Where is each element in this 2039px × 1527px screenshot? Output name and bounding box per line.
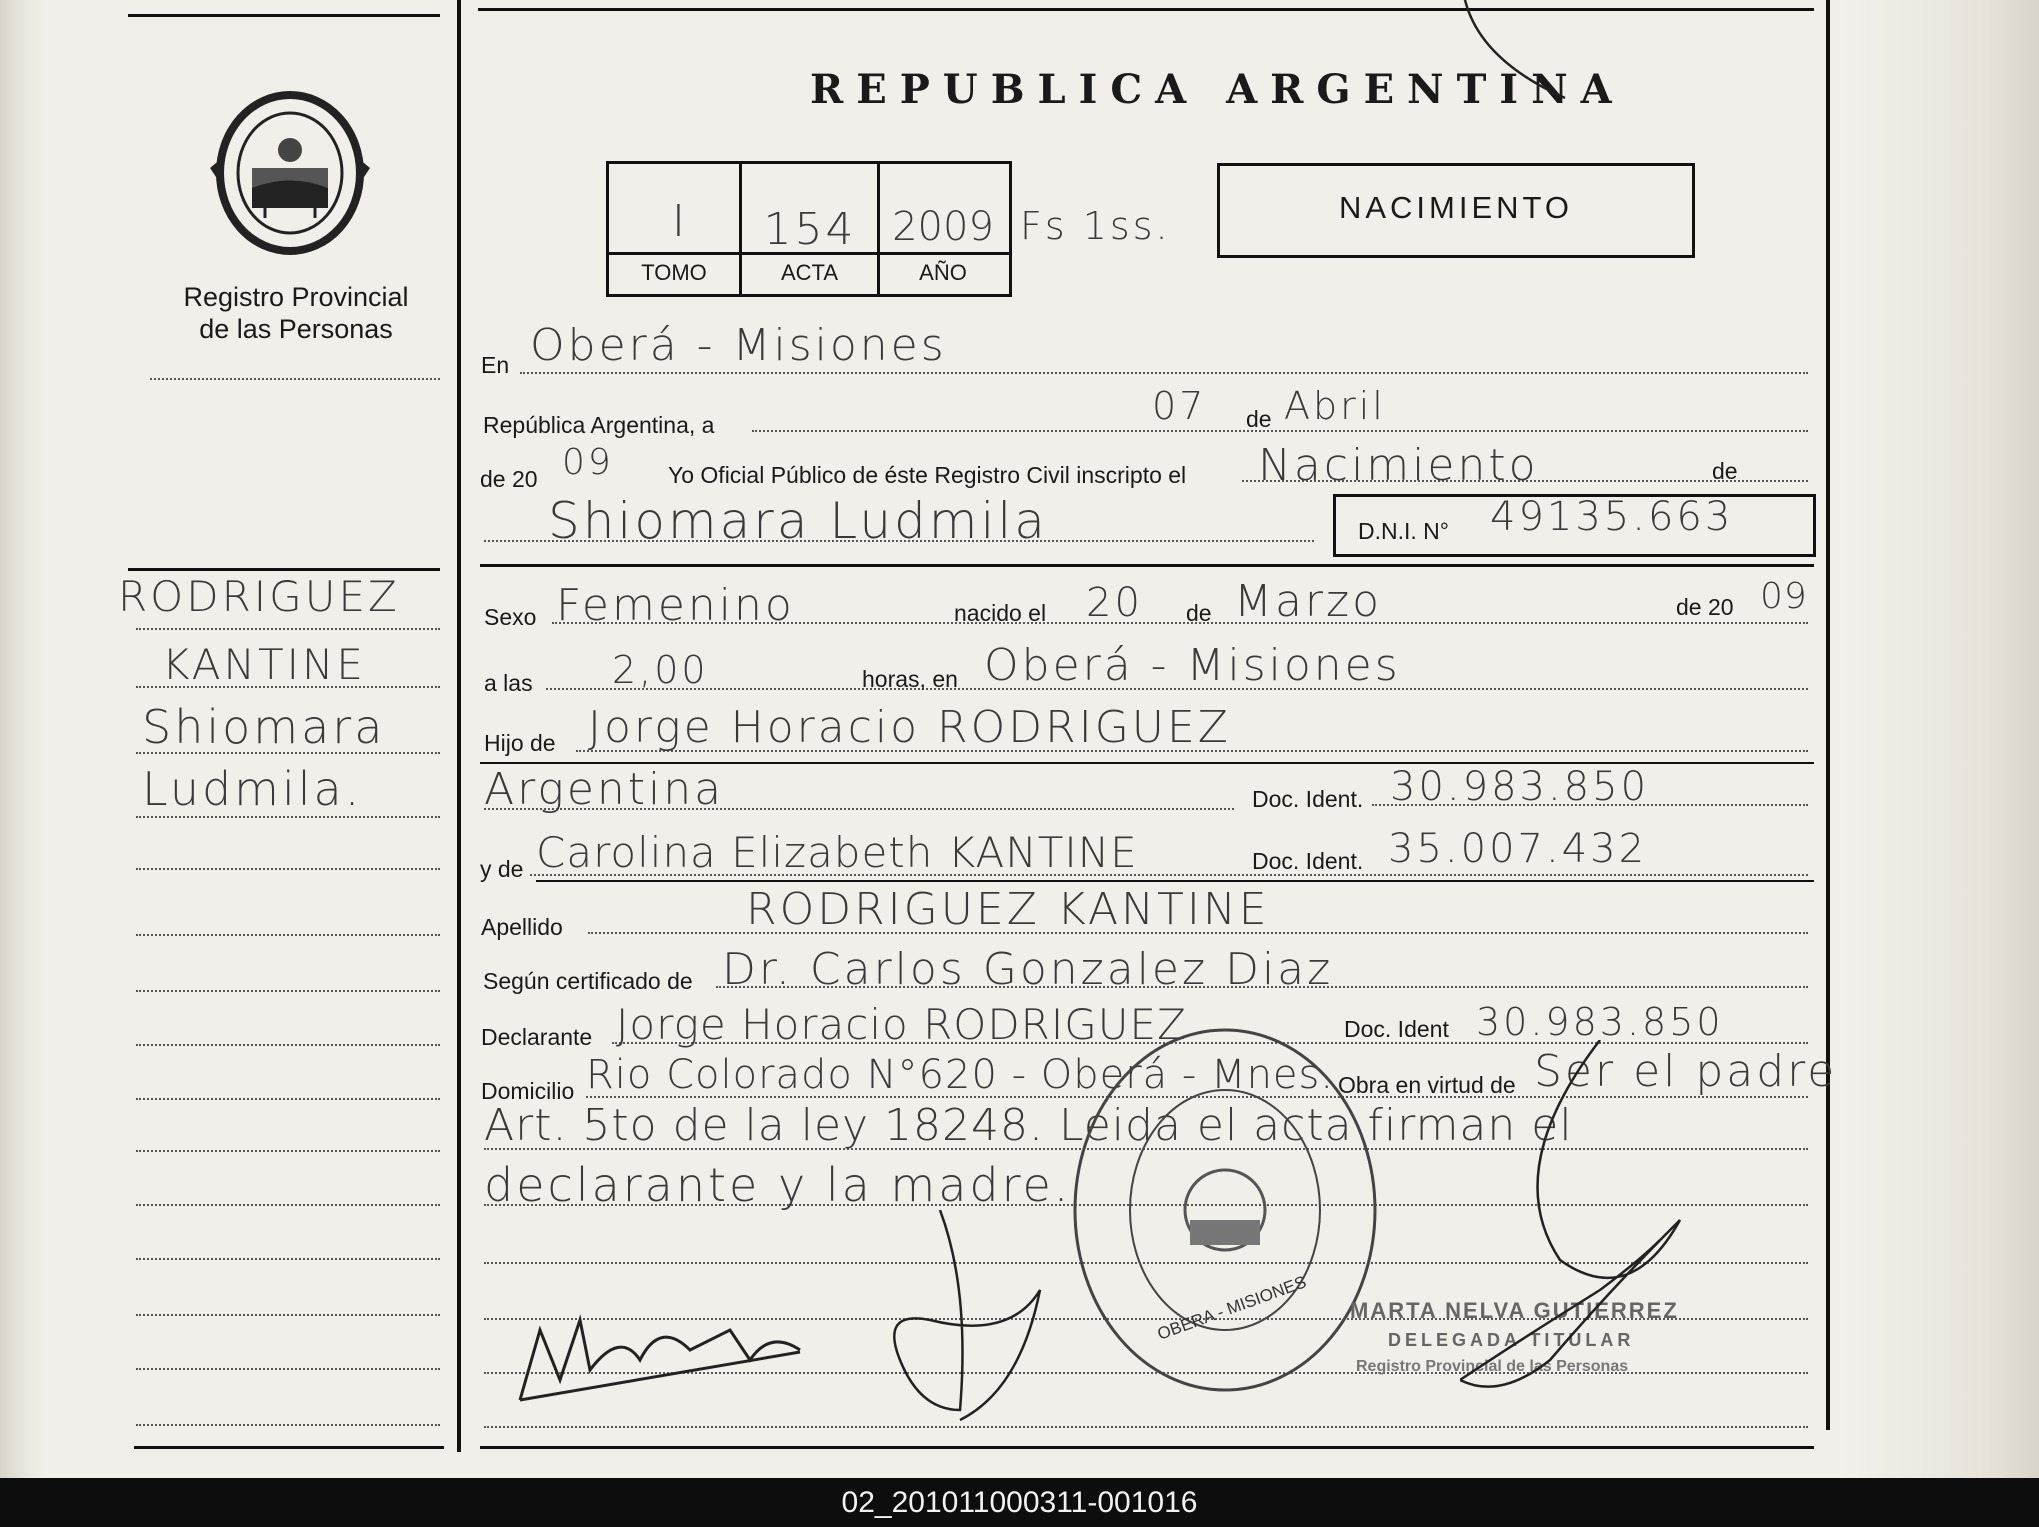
stamp-registry: Registro Provincial de las Personas [1356,1358,1629,1375]
registry-line-1: Registro Provincial [183,282,409,312]
father-nationality: Argentina [484,764,725,815]
declarant-signature [500,1290,840,1420]
sidebar-line [136,686,440,688]
surname-value: RODRIGUEZ KANTINE [746,884,1270,935]
dni-label: D.N.I. N° [1358,518,1449,544]
stamp-name: MARTA NELVA GUTIERREZ [1350,1298,1679,1323]
place-line [520,372,1808,374]
seal-ring-lettering [1060,1020,1390,1400]
birth-place-value: Oberá - Misiones [984,640,1401,691]
sidebar-line [136,934,440,936]
column-divider [457,0,461,1452]
tomo-label: TOMO [641,260,707,285]
mother-doc-value: 35.007.432 [1388,826,1648,872]
month-value: Abril [1284,384,1386,428]
margin-surname-2: KANTINE [162,640,366,689]
seal-city: OBERA - MISIONES [1154,1272,1309,1344]
margin-given-1: Shiomara [142,700,386,754]
dni-value: 49135.663 [1490,494,1734,540]
notes-line-1: Art. 5to de la ley 18248. Leida el acta firman el [484,1100,1573,1151]
sidebar-line [136,868,440,870]
sidebar-line [136,1368,440,1370]
acta-value: 154 [763,204,857,255]
hijo-label: Hijo de [484,730,556,756]
tomo-value: I [672,196,688,247]
virtue-value: Ser el padre [1534,1046,1838,1097]
notes-line-2: declarante y la madre. [484,1158,1072,1212]
sidebar-line [136,816,440,818]
birth-day-value: 20 [1086,580,1143,626]
date-line [752,430,1808,432]
sidebar-line [136,1204,440,1206]
address-value: Rio Colorado N°620 - Oberá - Mnes. [586,1052,1335,1098]
stamp-title: DELEGADA TITULAR [1388,1330,1635,1350]
inscription-value: Nacimiento [1258,440,1539,491]
certifier-value: Dr. Carlos Gonzalez Diaz [722,944,1334,995]
official-signature [1460,1040,1700,1420]
form-top-rule [478,8,1814,11]
mother-value: Carolina Elizabeth KANTINE [536,828,1138,877]
image-identifier: 02_201011000311-001016 [841,1486,1198,1519]
doc-label: Doc. Ident. [1252,786,1364,812]
place-value: Oberá - Misiones [530,320,947,371]
de-label: de [1246,406,1272,432]
hour-value: 2,00 [612,648,709,692]
sidebar-line [136,1098,440,1100]
oficial-label: Yo Oficial Público de éste Registro Civil inscripto el [668,462,1187,488]
obra-label: Obra en virtud de [1338,1072,1516,1098]
segun-label: Según certificado de [483,968,693,994]
sidebar-line [136,752,440,754]
year-suffix: 09 [562,442,614,483]
doc-label-mother: Doc. Ident. [1252,848,1364,874]
child-name-value: Shiomara Ludmila [548,492,1048,550]
apellido-label: Apellido [481,914,563,940]
acta-label: ACTA [780,260,839,285]
de-label-3: de [1186,600,1212,626]
father-value: Jorge Horacio RODRIGUEZ [588,702,1231,753]
margin-given-2: Ludmila. [142,762,363,816]
margin-surname-1: RODRIGUEZ [118,572,400,621]
sidebar-line [136,1424,440,1426]
sidebar-line [136,1150,440,1152]
signature-flourish [1440,0,1600,110]
horas-label: horas, en [862,666,958,692]
anio-label: AÑO [919,260,967,285]
declarant-value: Jorge Horacio RODRIGUEZ [616,1000,1187,1049]
emblem-bottom-lettering [200,228,380,258]
domicilio-label: Domicilio [481,1078,575,1104]
registry-line-2: de las Personas [199,314,393,344]
sidebar-line [136,990,440,992]
anio-value: 2009 [892,204,994,250]
row-rule [536,880,1814,882]
sidebar-line [136,1044,440,1046]
birth-month-value: Marzo [1234,576,1383,627]
form-bottom-rule [480,1446,1814,1449]
page-edge [1840,0,2039,1480]
sidebar-rule [128,568,440,571]
sidebar-bottom-rule [134,1446,444,1449]
father-doc-value: 30.983.850 [1390,764,1650,810]
en-label: En [481,352,510,378]
folio-note: Fs 1ss. [1020,204,1171,248]
form-right-border [1826,0,1830,1430]
alas-label: a las [484,670,533,696]
blank-line [484,1426,1808,1428]
sexo-label: Sexo [484,604,537,630]
act-type: NACIMIENTO [1338,190,1574,225]
book-spine [0,0,48,1480]
emblem-top-lettering [200,58,380,98]
year-prefix: de 20 [480,466,538,492]
sidebar-top-rule [128,14,440,17]
sexo-value: Femenino [556,580,795,631]
sidebar-dotted-line [150,378,440,380]
doc-label-2: Doc. Ident [1344,1016,1449,1042]
nacido-label: nacido el [954,600,1047,626]
birth-year-prefix: de 20 [1676,594,1734,620]
republica-label: República Argentina, a [483,412,715,438]
day-value: 07 [1152,384,1207,428]
sidebar-line [136,1314,440,1316]
document-title: REPUBLICA ARGENTINA [810,66,1625,113]
declarante-label: Declarante [481,1024,593,1050]
section-rule [480,564,1814,567]
birth-year-suffix: 09 [1760,576,1808,617]
declarant-doc-value: 30.983.850 [1476,1000,1724,1044]
de-label-2: de [1712,458,1738,484]
mother-signature [860,1210,1100,1440]
yde-label: y de [480,856,524,882]
sidebar-line [136,628,440,630]
sidebar-line [136,1258,440,1260]
